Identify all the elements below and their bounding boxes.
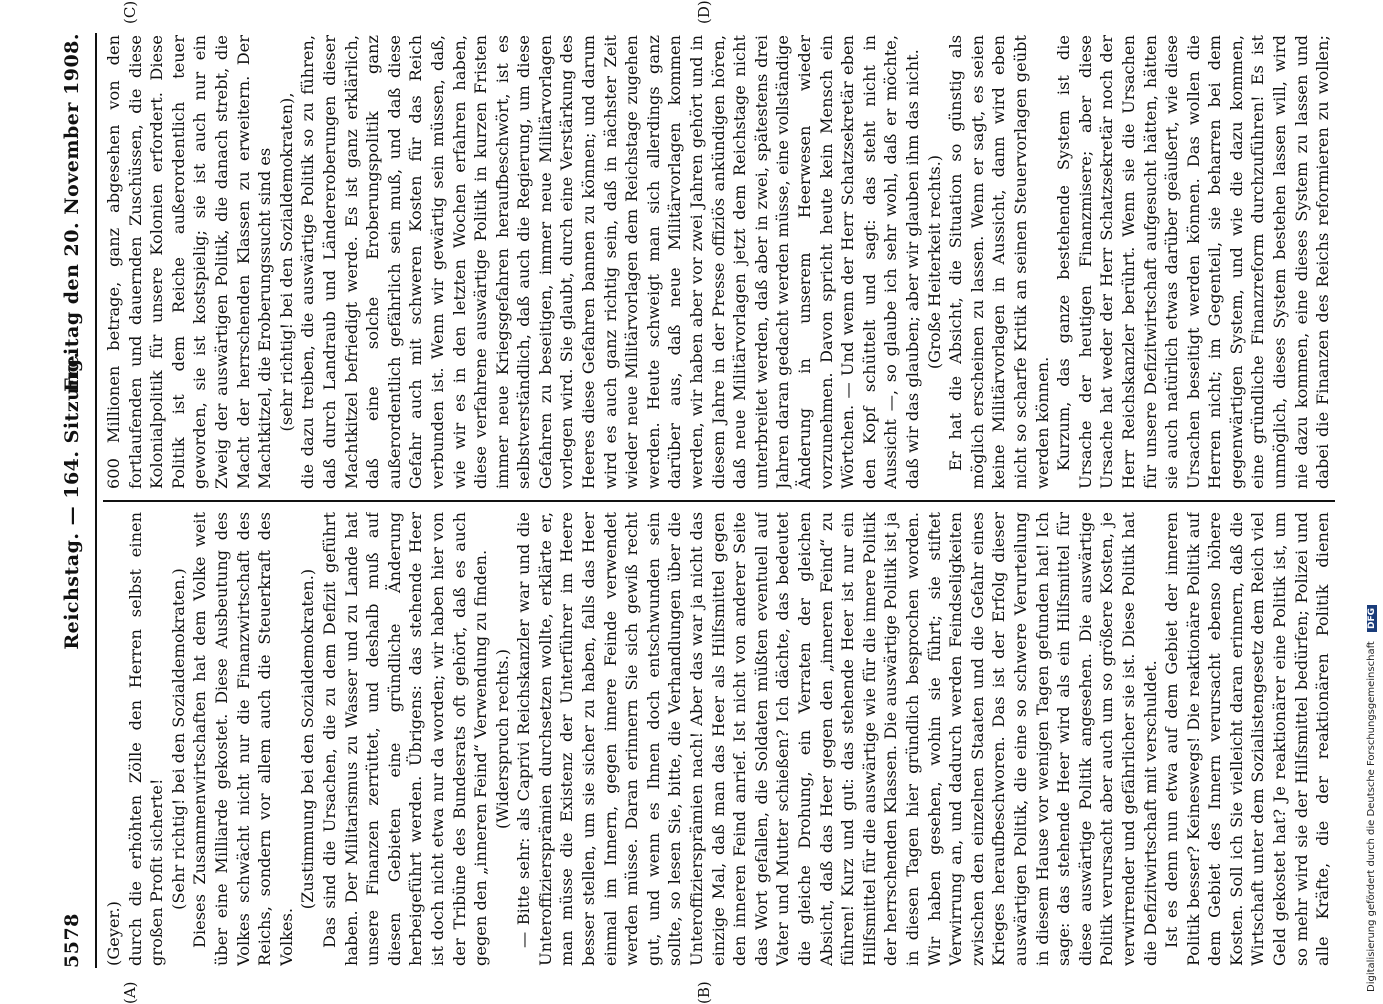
column-divider [103,501,1335,503]
margin-mark-d: (D) [695,0,713,24]
margin-mark-c: (C) [121,0,139,24]
paragraph: Ist es denn nun etwa auf dem Gebiet der inneren Politik besser? Keineswegs! Die reaktionäre Politik auf dem Gebiet des Innern verursacht ebenso höhere Kosten. Soll ich Sie vielleicht daran erinnern, daß die Wirtschaft unter dem Sozialistengesetz dem Reich viel Geld gekostet hat? Je reaktionärer eine Politik ist, um so mehr wird sie der Hilfsmittel bedürfen; Polizei und alle Kräfte, die der reaktionären Politik dienen [1162,512,1333,966]
page-number: 5578 [61,913,83,968]
interjection: (Sehr richtig! bei den Sozialdemokraten.) [168,568,188,910]
paragraph: — Bitte sehr: als Caprivi Reichskanzler war und die Unteroffiziersprämien durchsetzen wollte, erklärte er, man müsse die Existenz der Unterführer im Heere besser stellen, um sie sicher zu haben, falls das Heer einmal im Innern, gegen innere Feinde verwendet werden müsse. Daran erinnern Sie sich gewiß recht gut, und wenn es Ihnen doch entschwunden sein sollte, so lesen Sie, bitte, die Verhandlungen über die Unteroffiziersprämien nach! Aber das war ja nicht das einzige Mal, daß man das Heer als Hilfsmittel gegen den inneren Feind anrief. Ist nicht von anderer Seite das Wort gefallen, die Soldaten müßten eventuell auf Vater und Mutter schießen? Ich dächte, das bedeutet die gleiche Drohung, ein Verraten der gleichen Absicht, daß das Heer gegen den „inneren Feind“ zu führen! Kurz und gut: das stehende Heer ist nur ein Hilfsmittel für die auswärtige wie für die innere Politik der herrschenden Klassen. Die auswärtige Politik ist ja in diesen Tagen hier gründlich besprochen worden. Wir haben gesehen, wohin sie führt; sie stiftet Verwirrung an, und dadurch werden Feindseligkeiten zwischen den einzelnen Staaten und die Gefahr eines Krieges heraufbeschworen. Das ist der Erfolg dieser auswärtigen Politik, die eine so schwere Verurteilung in diesem Hause vor wenigen Tagen gefunden hat! Ich sage: das stehende Heer wird als ein Hilfsmittel für diese auswärtige Politik angesehen. Die auswärtige Politik verursacht aber auch um so größere Kosten, je verwirrender und gefährlicher sie ist. Diese Politik hat die Defizitwirtschaft mit verschuldet. [514,512,1160,966]
margin-mark-a: (A) [121,981,139,1004]
paragraph: Dieses Zusammenwirtschaften hat dem Volke weit über eine Milliarde gekostet. Diese Ausbeutung des Volkes schwächt nicht nur die Finanzwirtschaft des Reichs, sondern vor allem auch die Steuerkraft des Volkes. [190,512,296,966]
document-page [55,0,1340,1004]
dfg-logo: DFG [1367,605,1377,632]
paragraph: durch die erhöhten Zölle den Herren selbst einen großen Profit sicherte! [125,512,167,966]
session-date: Freitag den 20. November 1908. [61,33,83,392]
margin-mark-b: (B) [695,981,713,1004]
speaker-name: (Geyer.) [104,901,123,966]
interjection: (Widerspruch rechts.) [492,648,512,830]
paragraph: die dazu treiben, die auswärtige Politik so zu führen, daß durch Landraub und Ländereroberungen dieser Machtkitzel befriedigt werde. Es ist ganz erklärlich, daß eine solche Eroberungspolitik ganz außerordentlich gefährlich sein muß, und daß diese Gefahr auch mit schweren Kosten für das Reich verbunden ist. Wenn wir gewärtig sein müssen, daß, wie wir es in den letzten Wochen erfahren haben, diese verfahrene auswärtige Politik in kurzen Fristen immer neue Kriegsgefahren heraufbeschwört, ist es selbstverständlich, daß auch die Regierung, um diese Gefahren zu beseitigen, immer neue Militärvorlagen vorlegen wird. Sie glaubt, durch eine Verstärkung des Heeres diese Gefahren bannen zu können; und darum wird es auch ganz richtig sein, daß in nächster Zeit wieder neue Militärvorlagen dem Reichstage zugehen werden. Heute schweigt man sich allerdings ganz darüber aus, daß neue Militärvorlagen kommen werden, wir haben aber vor zwei Jahren gehört und in diesem Jahre in der Presse offiziös ankündigen hören, daß neue Militärvorlagen jetzt dem Reichstage nicht unterbreitet werden, daß aber in zwei, spätestens drei Jahren daran gedacht werden müsse, eine vollständige Änderung in unserem Heerwesen wieder vorzunehmen. Davon spricht heute kein Mensch ein Wörtchen. — Und wenn der Herr Schatzsekretär eben den Kopf schüttelt und sagt: das steht nicht in Aussicht —, so glaube ich sehr wohl, daß er möchte, daß wir das glauben; aber wir glauben ihm das nicht. [298,35,922,489]
digitization-credit [1366,605,1377,992]
header-rule [95,33,97,968]
session-title: Reichstag. — 164. Sitzung. [61,351,83,650]
right-column [103,35,1335,489]
interjection: (Große Heiterkeit rechts.) [924,154,944,370]
paragraph: Das sind die Ursachen, die zu dem Defizit geführt haben. Der Militarismus zu Wasser und zu Lande hat unsere Finanzen zerrüttet, und deshalb muß auf diesen Gebieten eine gründliche Änderung herbeigeführt werden. Übrigens: das stehende Heer ist doch nicht etwa nur da worden; wir haben hier von der Tribüne des Bundesrats oft gehört, daß es auch gegen den „inneren Feind“ Verwendung zu finden. [319,512,491,966]
paragraph: Kurzum, das ganze bestehende System ist die Ursache der heutigen Finanzmisere; aber diese Ursache hat weder der Herr Schatzsekretär noch der Herr Reichskanzler berührt. Wenn sie die Ursachen für unsere Defizitwirtschaft aufgesucht hätten, hätten sie auch natürlich etwas darüber geäußert, wie diese Ursachen beseitigt werden können. Das wollen die Herren nicht; im Gegenteil, sie beharren bei dem gegenwärtigen System, und wie die dazu kommen, eine gründliche Finanzreform durchzuführen! Es ist unmöglich, dieses System bestehen lassen will, wird nie dazu kommen, eine dieses System zu lassen und dabei die Finanzen des Reichs reformieren zu wollen; [1054,35,1333,489]
credit-text: Digitalisierung gefördert durch die Deutsche Forschungsgemeinschaft [1366,641,1377,992]
left-column [103,512,1335,966]
interjection: (sehr richtig! bei den Sozialdemokraten), [276,92,296,432]
paragraph: Er hat die Absicht, die Situation so günstig als möglich erscheinen zu lassen. Wenn er sagt, es seien keine Militärvorlagen in Aussicht, dann wird eben nicht so scharfe Kritik an seinen Steuervorlagen geübt werden können. [946,35,1052,489]
page-header [55,33,99,968]
paragraph: 600 Millionen betrage, ganz abgesehen von den fortlaufenden und dauernden Zuschüssen, die diese Kolonialpolitik für unsere Kolonien erfordert. Diese Politik ist dem Reiche außerordentlich teuer geworden, sie ist kostspielig; sie ist auch nur ein Zweig der auswärtigen Politik, die danach strebt, die Macht der herrschenden Klassen zu erweitern. Der Machtkitzel, die Eroberungssucht sind es [104,35,275,489]
interjection: (Zustimmung bei den Sozialdemokraten.) [298,568,318,910]
